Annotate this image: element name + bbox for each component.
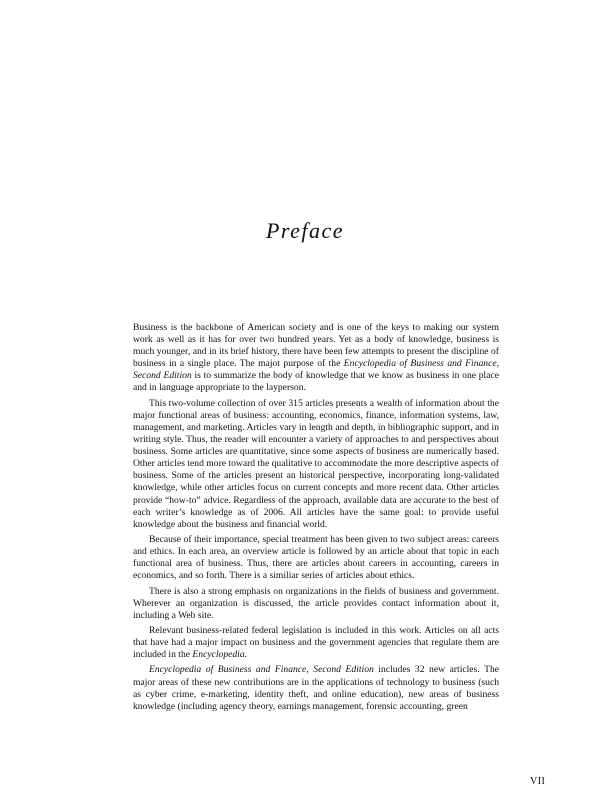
paragraph-6: Encyclopedia of Business and Finance, Second Edition includes 32 new articles. The major areas of these new contributions are in the applications of technology to business (such as cyber crime, e-marketing, identity theft, and online education), new areas of business knowledge (including agency theory, earnings management, forensic accounting, green <box>133 664 499 712</box>
encyclopedia-title-italic-2: Encyclopedia of Business and Finance, Second Edition <box>149 664 374 676</box>
paragraph-2: This two-volume collection of over 315 articles presents a wealth of information about the major functional areas of business: accounting, economics, finance, information systems, law, management, and marketing. Articles vary in length and depth, in bibliographic support, and in writing style. Thus, the reader will encounter a variety of approaches to and perspectives about business. Some articles are quantitative, since some aspects of business are numerically based. Other articles tend more toward the qualitative to accommodate the more descriptive aspects of business. Some of the articles present an historical perspective, incorporating long-validated knowledge, while other articles focus on current concepts and more recent data. Other articles provide “how-to” advice. Regardless of the approach, available data are accurate to the best of each writer’s knowledge as of 2006. All articles have the same goal: to provide useful knowledge about the business and financial world. <box>133 397 499 530</box>
encyclopedia-italic: Encyclopedia. <box>192 649 248 661</box>
paragraph-4: There is also a strong emphasis on organizations in the fields of business and government. Wherever an organization is discussed, the article provides contact information about it, including a Web site. <box>133 585 499 621</box>
page-number: VII <box>530 776 546 787</box>
encyclopedia-title-italic: Encyclopedia of Business and Finance, Second Edition <box>133 358 499 382</box>
preface-body <box>133 322 499 716</box>
paragraph-1: Business is the backbone of American society and is one of the keys to making our system work as well as it has for over two hundred years. Yet as a body of knowledge, business is much younger, and in its brief history, there have been few attempts to present the discipline of business in a single place. The majot purpose of the Encyclopedia of Business and Finance, Second Edition is to summarize the body of knowledge that we know as business in one place and in language appropriate to the layperson. <box>133 322 499 394</box>
paragraph-5: Relevant business-related federal legislation is included in this work. Articles on all acts that have had a major impact on business and the government agencies that regulate them are included in the Encyclopedia. <box>133 625 499 661</box>
paragraph-3: Because of their importance, special treatment has been given to two subject areas: careers and ethics. In each area, an overview article is followed by an article about that topic in each functional area of business. Thus, there are articles about careers in accounting, careers in economics, and so forth. There is a similiar series of articles about ethics. <box>133 533 499 582</box>
page-title: Preface <box>265 218 345 243</box>
